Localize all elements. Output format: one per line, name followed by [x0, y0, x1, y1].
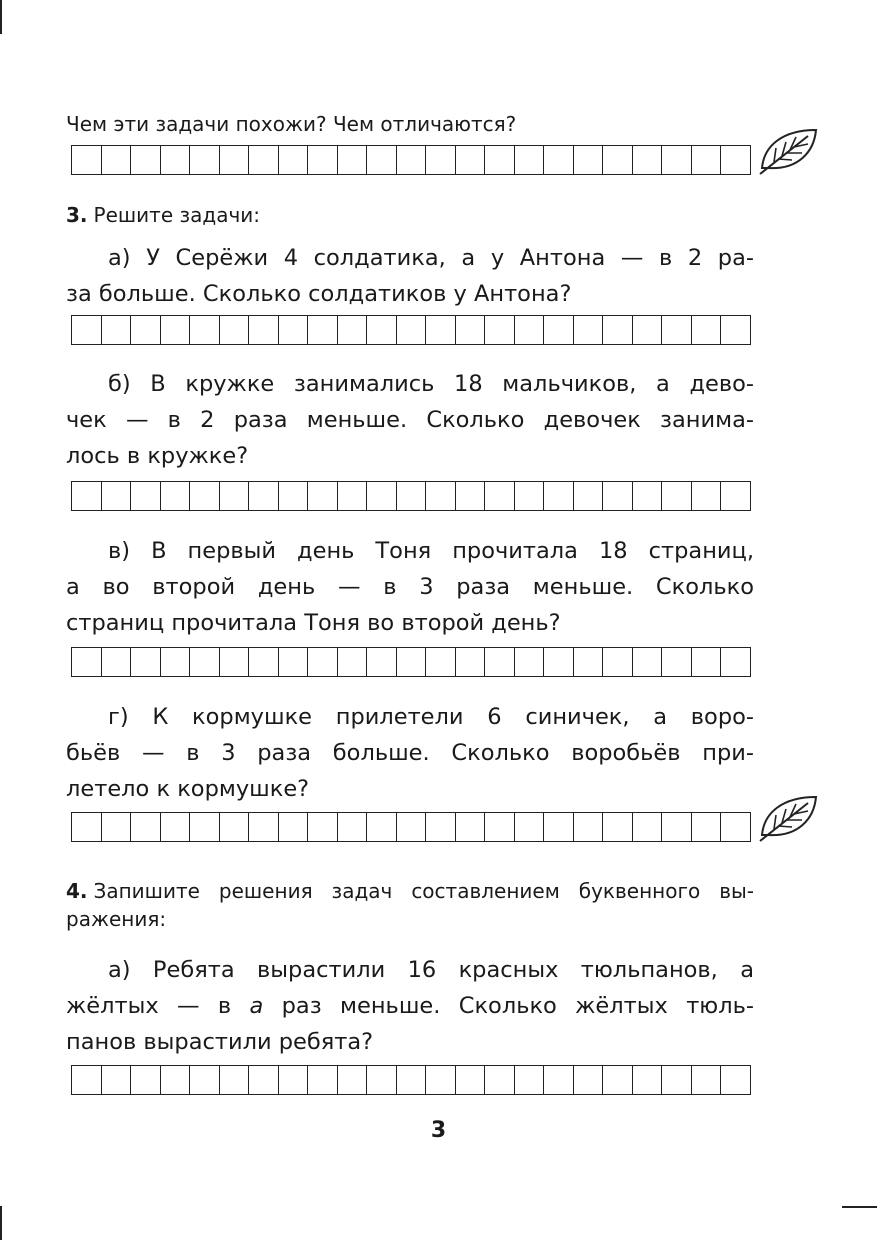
grid-cell[interactable] — [130, 146, 160, 174]
grid-cell[interactable] — [396, 648, 426, 676]
grid-cell[interactable] — [248, 1066, 278, 1094]
grid-cell[interactable] — [366, 813, 396, 841]
grid-cell[interactable] — [720, 648, 750, 676]
grid-cell[interactable] — [248, 482, 278, 510]
grid-cell[interactable] — [632, 146, 662, 174]
problem-line: летело к кормушке? — [66, 776, 310, 802]
problem-line: а) У Серёжи 4 солдатика, а у Антона — в 2 ра- — [108, 245, 754, 271]
grid-cell[interactable] — [425, 813, 455, 841]
grid-cell[interactable] — [514, 1066, 544, 1094]
task-3-heading — [66, 201, 754, 229]
grid-cell[interactable] — [101, 482, 131, 510]
problem-line: чек — в 2 раза меньше. Сколько девочек занима- — [66, 407, 754, 433]
grid-cell[interactable] — [455, 482, 485, 510]
grid-cell[interactable] — [632, 813, 662, 841]
problem-3a — [66, 240, 754, 312]
grid-cell[interactable] — [366, 648, 396, 676]
task-number: 4. — [66, 879, 88, 903]
answer-grid[interactable] — [71, 812, 751, 842]
grid-cell[interactable] — [484, 482, 514, 510]
problem-line — [66, 988, 754, 1024]
grid-cell[interactable] — [632, 482, 662, 510]
grid-cell[interactable] — [160, 1066, 190, 1094]
grid-cell[interactable] — [720, 316, 750, 344]
grid-cell[interactable] — [219, 813, 249, 841]
grid-cell[interactable] — [720, 1066, 750, 1094]
grid-cell[interactable] — [455, 813, 485, 841]
task-title: Запишите решения задач составлением буквенного вы- — [93, 879, 754, 903]
problem-line: в) В первый день Тоня прочитала 18 страниц, — [108, 538, 754, 564]
grid-cell[interactable] — [189, 146, 219, 174]
grid-cell[interactable] — [396, 1066, 426, 1094]
grid-cell[interactable] — [248, 316, 278, 344]
grid-cell[interactable] — [632, 648, 662, 676]
answer-grid[interactable] — [71, 145, 751, 175]
grid-cell[interactable] — [455, 146, 485, 174]
problem-text: жёлтых — в — [66, 993, 250, 1019]
grid-cell[interactable] — [278, 316, 308, 344]
grid-cell[interactable] — [278, 1066, 308, 1094]
grid-cell[interactable] — [337, 482, 367, 510]
grid-cell[interactable] — [366, 482, 396, 510]
crop-mark — [842, 1206, 877, 1208]
crop-mark — [0, 1206, 2, 1240]
problem-4a — [66, 952, 754, 1060]
grid-cell[interactable] — [307, 1066, 337, 1094]
grid-cell[interactable] — [573, 316, 603, 344]
grid-cell[interactable] — [484, 316, 514, 344]
grid-cell[interactable] — [219, 316, 249, 344]
grid-cell[interactable] — [543, 1066, 573, 1094]
grid-cell[interactable] — [455, 648, 485, 676]
grid-cell[interactable] — [72, 482, 101, 510]
problem-line: а) Ребята вырастили 16 красных тюльпанов, а — [108, 957, 754, 983]
grid-cell[interactable] — [396, 813, 426, 841]
grid-cell[interactable] — [661, 648, 691, 676]
grid-cell[interactable] — [72, 1066, 101, 1094]
problem-text: раз меньше. Сколько жёлтых тюль- — [263, 993, 755, 1019]
grid-cell[interactable] — [278, 482, 308, 510]
grid-cell[interactable] — [543, 316, 573, 344]
grid-cell[interactable] — [691, 482, 721, 510]
grid-cell[interactable] — [189, 482, 219, 510]
problem-line: за больше. Сколько солдатиков у Антона? — [66, 281, 572, 307]
problem-3b — [66, 366, 754, 474]
grid-cell[interactable] — [337, 1066, 367, 1094]
problem-line: а во второй день — в 3 раза меньше. Сколько — [66, 574, 754, 600]
grid-cell[interactable] — [160, 813, 190, 841]
grid-cell[interactable] — [661, 1066, 691, 1094]
grid-cell[interactable] — [366, 1066, 396, 1094]
task-4-heading — [66, 877, 754, 933]
grid-cell[interactable] — [101, 1066, 131, 1094]
grid-cell[interactable] — [691, 648, 721, 676]
grid-cell[interactable] — [307, 648, 337, 676]
grid-cell[interactable] — [72, 813, 101, 841]
problem-line: бьёв — в 3 раза больше. Сколько воробьёв при- — [66, 740, 754, 766]
page-number: 3 — [430, 1118, 447, 1143]
grid-cell[interactable] — [366, 146, 396, 174]
task-number: 3. — [66, 203, 88, 227]
grid-cell[interactable] — [484, 146, 514, 174]
grid-cell[interactable] — [691, 316, 721, 344]
grid-cell[interactable] — [720, 482, 750, 510]
grid-cell[interactable] — [602, 1066, 632, 1094]
grid-cell[interactable] — [396, 146, 426, 174]
grid-cell[interactable] — [101, 813, 131, 841]
grid-cell[interactable] — [307, 146, 337, 174]
grid-cell[interactable] — [602, 813, 632, 841]
grid-cell[interactable] — [248, 648, 278, 676]
grid-cell[interactable] — [632, 1066, 662, 1094]
grid-cell[interactable] — [543, 146, 573, 174]
grid-cell[interactable] — [160, 316, 190, 344]
problem-line: страниц прочитала Тоня во второй день? — [66, 610, 561, 636]
grid-cell[interactable] — [278, 813, 308, 841]
grid-cell[interactable] — [514, 316, 544, 344]
grid-cell[interactable] — [425, 146, 455, 174]
grid-cell[interactable] — [602, 482, 632, 510]
grid-cell[interactable] — [278, 146, 308, 174]
grid-cell[interactable] — [219, 1066, 249, 1094]
grid-cell[interactable] — [307, 316, 337, 344]
grid-cell[interactable] — [602, 648, 632, 676]
answer-grid[interactable] — [71, 315, 751, 345]
grid-cell[interactable] — [130, 648, 160, 676]
grid-cell[interactable] — [661, 146, 691, 174]
grid-cell[interactable] — [514, 648, 544, 676]
grid-cell[interactable] — [337, 146, 367, 174]
grid-cell[interactable] — [337, 648, 367, 676]
crop-mark — [0, 0, 2, 34]
grid-cell[interactable] — [248, 146, 278, 174]
grid-cell[interactable] — [72, 648, 101, 676]
grid-cell[interactable] — [219, 482, 249, 510]
grid-cell[interactable] — [484, 648, 514, 676]
problem-line: г) К кормушке прилетели 6 синичек, а воро- — [108, 704, 754, 730]
grid-cell[interactable] — [307, 813, 337, 841]
grid-cell[interactable] — [72, 316, 101, 344]
grid-cell[interactable] — [455, 316, 485, 344]
grid-cell[interactable] — [278, 648, 308, 676]
task-4-title-line: ражения: — [66, 907, 167, 931]
grid-cell[interactable] — [573, 482, 603, 510]
grid-cell[interactable] — [160, 146, 190, 174]
grid-cell[interactable] — [514, 813, 544, 841]
grid-cell[interactable] — [396, 482, 426, 510]
grid-cell[interactable] — [130, 482, 160, 510]
grid-cell[interactable] — [573, 146, 603, 174]
grid-cell[interactable] — [543, 648, 573, 676]
grid-cell[interactable] — [101, 146, 131, 174]
grid-cell[interactable] — [573, 648, 603, 676]
grid-cell[interactable] — [720, 813, 750, 841]
leaf-icon — [758, 124, 820, 176]
grid-cell[interactable] — [514, 146, 544, 174]
grid-cell[interactable] — [248, 813, 278, 841]
variable-a: a — [249, 993, 264, 1019]
grid-cell[interactable] — [189, 813, 219, 841]
grid-cell[interactable] — [514, 482, 544, 510]
answer-grid[interactable] — [71, 647, 751, 677]
grid-cell[interactable] — [484, 1066, 514, 1094]
grid-cell[interactable] — [425, 1066, 455, 1094]
grid-cell[interactable] — [219, 648, 249, 676]
grid-cell[interactable] — [130, 1066, 160, 1094]
grid-cell[interactable] — [573, 813, 603, 841]
problem-line: лось в кружке? — [66, 443, 249, 469]
grid-cell[interactable] — [366, 316, 396, 344]
task-4-title-line — [66, 877, 754, 905]
grid-cell[interactable] — [337, 316, 367, 344]
grid-cell[interactable] — [160, 648, 190, 676]
grid-cell[interactable] — [661, 813, 691, 841]
grid-cell[interactable] — [189, 648, 219, 676]
grid-cell[interactable] — [573, 1066, 603, 1094]
grid-cell[interactable] — [160, 482, 190, 510]
grid-cell[interactable] — [691, 146, 721, 174]
grid-cell[interactable] — [101, 648, 131, 676]
grid-cell[interactable] — [602, 146, 632, 174]
grid-cell[interactable] — [632, 316, 662, 344]
problem-line: панов вырастили ребята? — [66, 1029, 374, 1055]
grid-cell[interactable] — [101, 316, 131, 344]
grid-cell[interactable] — [720, 146, 750, 174]
grid-cell[interactable] — [455, 1066, 485, 1094]
grid-cell[interactable] — [602, 316, 632, 344]
leaf-icon — [758, 791, 820, 843]
grid-cell[interactable] — [72, 146, 101, 174]
grid-cell[interactable] — [189, 316, 219, 344]
answer-grid[interactable] — [71, 1065, 751, 1095]
grid-cell[interactable] — [425, 316, 455, 344]
grid-cell[interactable] — [691, 1066, 721, 1094]
grid-cell[interactable] — [189, 1066, 219, 1094]
grid-cell[interactable] — [543, 482, 573, 510]
grid-cell[interactable] — [425, 482, 455, 510]
problem-3v — [66, 533, 754, 641]
grid-cell[interactable] — [425, 648, 455, 676]
comparison-question: Чем эти задачи похожи? Чем отличаются? — [66, 112, 517, 136]
grid-cell[interactable] — [661, 316, 691, 344]
grid-cell[interactable] — [307, 482, 337, 510]
problem-line: б) В кружке занимались 18 мальчиков, а дево- — [108, 371, 754, 397]
grid-cell[interactable] — [396, 316, 426, 344]
task-title: Решите задачи: — [93, 203, 261, 227]
grid-cell[interactable] — [691, 813, 721, 841]
grid-cell[interactable] — [661, 482, 691, 510]
problem-3g — [66, 699, 754, 807]
grid-cell[interactable] — [219, 146, 249, 174]
grid-cell[interactable] — [543, 813, 573, 841]
answer-grid[interactable] — [71, 481, 751, 511]
grid-cell[interactable] — [484, 813, 514, 841]
grid-cell[interactable] — [337, 813, 367, 841]
grid-cell[interactable] — [130, 813, 160, 841]
grid-cell[interactable] — [130, 316, 160, 344]
